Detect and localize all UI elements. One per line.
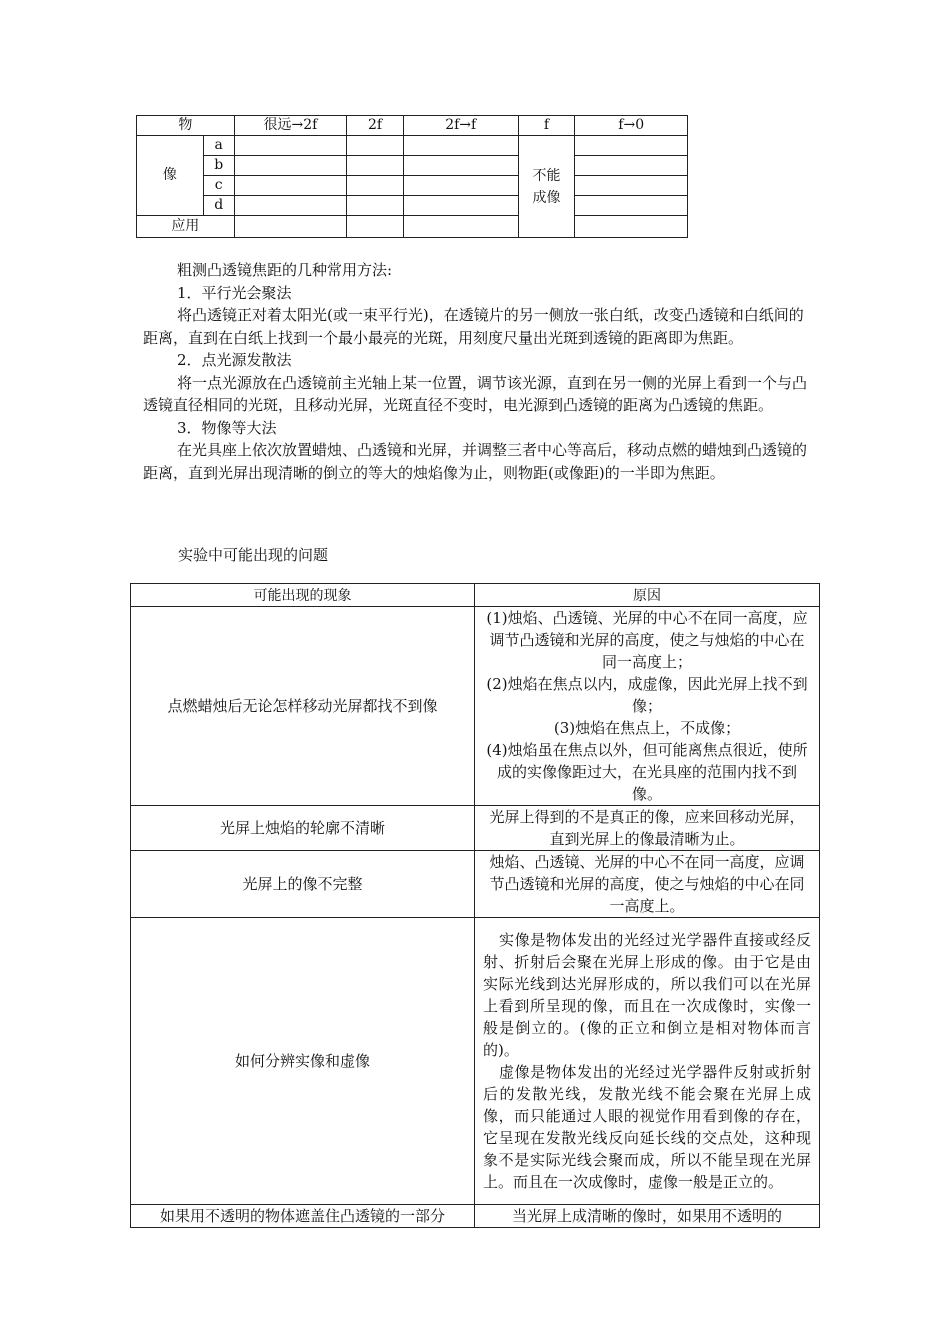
application-label: 应用 (137, 216, 235, 238)
table-row (131, 918, 820, 1205)
table-cell (347, 176, 404, 196)
reason-cell (475, 918, 820, 1205)
cannot-form-cell (518, 136, 575, 238)
table-cell (347, 216, 404, 238)
row-letter: c (203, 176, 234, 196)
reason-item: (4)烛焰虽在焦点以外，但可能离焦点很近，使所成的实像像距过大，在光具座的范围内找不到像。 (486, 741, 808, 803)
table-cell (575, 196, 688, 216)
table-cell (234, 176, 347, 196)
table-row (137, 216, 688, 238)
reason-cell: 光屏上得到的不是真正的像，应来回移动光屏，直到光屏上的像最清晰为止。 (475, 806, 820, 851)
methods-section (143, 259, 813, 484)
phenomenon-cell: 光屏上的像不完整 (131, 851, 475, 918)
reason-item: (2)烛焰在焦点以内，成虚像，因此光屏上找不到像； (486, 675, 808, 715)
image-label: 像 (137, 136, 204, 216)
method3-title: 3．物像等大法 (177, 418, 277, 437)
table-row (131, 607, 820, 806)
table-cell (347, 156, 404, 176)
row-letter: b (203, 156, 234, 176)
cannot-form-text: 不能成像 (532, 167, 561, 206)
phenomenon-cell: 点燃蜡烛后无论怎样移动光屏都找不到像 (131, 607, 475, 806)
col-reason-header: 原因 (475, 584, 820, 607)
reason-item: (3)烛焰在焦点上，不成像； (553, 719, 741, 737)
phenomenon-cell: 光屏上烛焰的轮廓不清晰 (131, 806, 475, 851)
reason-paragraph: 实像是物体发出的光经过光学器件直接或经反射、折射后会聚在光屏上形成的像。由于它是由实际光线到达光屏形成的，所以我们可以在光屏上看到所呈现的像，而且在一次成像时，实像一般是倒立的。(像的正立和倒立是相对物体而言的)。 (483, 931, 811, 1059)
table-row (131, 1205, 820, 1228)
reason-item: (1)烛焰、凸透镜、光屏的中心不在同一高度，应调节凸透镜和光屏的高度，使之与烛焰的中心在同一高度上； (486, 609, 808, 671)
table-row (137, 176, 688, 196)
method1-body: 将凸透镜正对着太阳光(或一束平行光)，在透镜片的另一侧放一张白纸，改变凸透镜和白纸间的距离，直到在白纸上找到一个最小最亮的光斑，用刻度尺量出光斑到透镜的距离即为焦距。 (143, 306, 804, 347)
table-row (137, 136, 688, 156)
table-cell (403, 196, 518, 216)
row-letter: a (203, 136, 234, 156)
problems-heading: 实验中可能出现的问题 (178, 546, 329, 564)
row-letter: d (203, 196, 234, 216)
method2-title: 2．点光源发散法 (177, 351, 292, 369)
table-cell (234, 216, 347, 238)
table-cell (403, 136, 518, 156)
table-row (131, 851, 820, 918)
phenomenon-cell: 如果用不透明的物体遮盖住凸透镜的一部分 (131, 1205, 475, 1228)
methods-intro: 粗测凸透镜焦距的几种常用方法: (177, 261, 393, 279)
header-2f: 2f (347, 116, 404, 136)
table-cell (575, 156, 688, 176)
table-cell (575, 176, 688, 196)
phenomenon-cell: 如何分辨实像和虚像 (131, 918, 475, 1205)
table-cell (403, 176, 518, 196)
table-row (137, 156, 688, 176)
table-cell (234, 156, 347, 176)
reason-cell: 烛焰、凸透镜、光屏的中心不在同一高度，应调节凸透镜和光屏的高度，使之与烛焰的中心在同一高度上。 (475, 851, 820, 918)
header-f-0: f→0 (575, 116, 688, 136)
table-cell (347, 196, 404, 216)
table-cell (403, 216, 518, 238)
method3-body: 在光具座上依次放置蜡烛、凸透镜和光屏，并调整三者中心等高后，移动点燃的蜡烛到凸透镜的距离，直到光屏出现清晰的倒立的等大的烛焰像为止，则物距(或像距)的一半即为焦距。 (143, 441, 808, 482)
table-cell (575, 216, 688, 238)
header-far-2f: 很远→2f (234, 116, 347, 136)
table-row (131, 806, 820, 851)
header-2f-f: 2f→f (403, 116, 518, 136)
table-cell (347, 136, 404, 156)
header-object: 物 (137, 116, 235, 136)
reason-cell: 当光屏上成清晰的像时，如果用不透明的 (475, 1205, 820, 1228)
reason-paragraph: 虚像是物体发出的光经过光学器件反射或折射后的发散光线，发散光线不能会聚在光屏上成像，而只能通过人眼的视觉作用看到像的存在，它呈现在发散光线反向延长线的交点处，这种现象不是实际光线会聚而成，所以不能呈现在光屏上。而且在一次成像时，虚像一般是正立的。 (483, 1063, 811, 1191)
method1-title: 1．平行光会聚法 (177, 283, 292, 302)
table-cell (234, 136, 347, 156)
table-cell (403, 156, 518, 176)
table-cell (234, 196, 347, 216)
reason-cell (475, 607, 820, 806)
method2-body: 将一点光源放在凸透镜前主光轴上某一位置，调节该光源，直到在另一侧的光屏上看到一个与凸透镜直径相同的光斑，且移动光屏，光斑直径不变时，电光源到凸透镜的距离为凸透镜的焦距。 (143, 373, 808, 414)
table-row (137, 196, 688, 216)
table-cell (575, 136, 688, 156)
table-header-row (131, 584, 820, 607)
col-phenomenon-header: 可能出现的现象 (131, 584, 475, 607)
imaging-table (136, 115, 688, 238)
table-header-row (137, 116, 688, 136)
header-f: f (518, 116, 575, 136)
problems-table (130, 583, 820, 1228)
